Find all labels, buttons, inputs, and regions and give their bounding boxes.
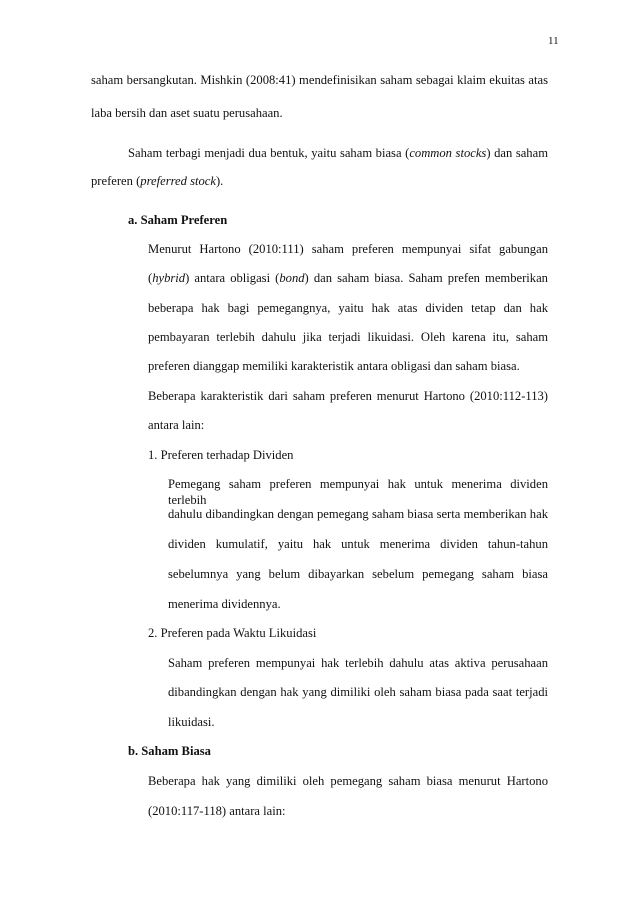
intro-line-2: laba bersih dan aset suatu perusahaan. xyxy=(91,106,283,120)
section-a-heading: a. Saham Preferen xyxy=(128,213,228,227)
section-a-item-1-line-4: sebelumnya yang belum dibayarkan sebelum pemegang saham biasa xyxy=(168,567,548,581)
section-a-item-1-line-3: dividen kumulatif, yaitu hak untuk menerima dividen tahun-tahun xyxy=(168,537,548,551)
section-a-item-1-title: 1. Preferen terhadap Dividen xyxy=(148,448,294,462)
section-a-text-2b: hybrid xyxy=(152,271,186,285)
types-text-2b: preferred stock xyxy=(140,174,216,188)
section-a-p2-line-1: Beberapa karakteristik dari saham preferen menurut Hartono (2010:112-113) xyxy=(148,389,548,403)
section-b-heading: b. Saham Biasa xyxy=(128,744,211,758)
section-a-text-2a: ( xyxy=(148,271,153,285)
page-number: 11 xyxy=(548,35,559,47)
types-text-1a: Saham terbagi menjadi dua bentuk, yaitu saham biasa ( xyxy=(128,146,410,160)
section-b-p1-line-2: (2010:117-118) antara lain: xyxy=(148,804,286,818)
section-a-text-2c: ) antara obligasi ( xyxy=(185,271,280,285)
section-a-item-2-line-2: dibandingkan dengan hak yang dimiliki oleh saham biasa pada saat terjadi xyxy=(168,685,548,699)
section-a-item-2-line-1: Saham preferen mempunyai hak terlebih dahulu atas aktiva perusahaan xyxy=(168,656,548,670)
types-text-2a: preferen ( xyxy=(91,174,141,188)
section-a-item-1-line-5: menerima dividennya. xyxy=(168,597,281,611)
section-a-text-2e: ) dan saham biasa. Saham prefen memberikan xyxy=(304,271,548,285)
types-line-2 xyxy=(91,173,223,189)
types-line-1 xyxy=(128,145,548,161)
types-text-2c: ). xyxy=(215,174,224,188)
section-a-p1-line-3: beberapa hak bagi pemegangnya, yaitu hak atas dividen tetap dan hak xyxy=(148,301,548,315)
types-text-1b: common stocks xyxy=(409,146,487,160)
section-a-item-2-title: 2. Preferen pada Waktu Likuidasi xyxy=(148,626,317,640)
section-a-text-2d: bond xyxy=(279,271,305,285)
types-text-1c: ) dan saham xyxy=(486,146,548,160)
section-a-p1-line-2 xyxy=(148,270,548,286)
section-a-item-1-line-1: Pemegang saham preferen mempunyai hak untuk menerima dividen terlebih xyxy=(168,477,548,507)
section-a-p1-line-4: pembayaran terlebih dahulu jika terjadi likuidasi. Oleh karena itu, saham xyxy=(148,330,548,344)
intro-line-1: saham bersangkutan. Mishkin (2008:41) mendefinisikan saham sebagai klaim ekuitas atas xyxy=(91,73,548,87)
section-a-item-1-line-2: dahulu dibandingkan dengan pemegang saham biasa serta memberikan hak xyxy=(168,507,548,521)
section-a-item-2-line-3: likuidasi. xyxy=(168,715,215,729)
section-a-p1-line-1: Menurut Hartono (2010:111) saham preferen mempunyai sifat gabungan xyxy=(148,242,548,256)
section-a-p1-line-5: preferen dianggap memiliki karakteristik antara obligasi dan saham biasa. xyxy=(148,359,520,373)
section-a-p2-line-2: antara lain: xyxy=(148,418,205,432)
section-b-p1-line-1: Beberapa hak yang dimiliki oleh pemegang saham biasa menurut Hartono xyxy=(148,774,548,788)
